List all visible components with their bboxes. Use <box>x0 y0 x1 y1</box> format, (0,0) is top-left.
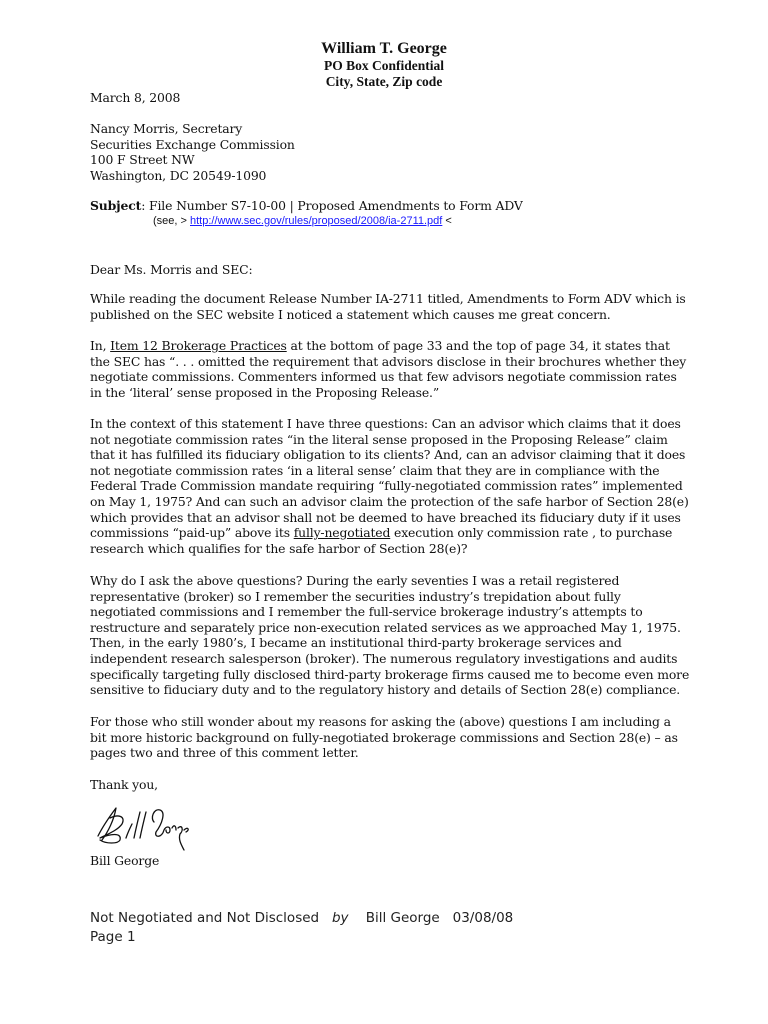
reference-line <box>153 215 452 227</box>
handwritten-signature <box>92 798 192 854</box>
subject-label: Subject <box>90 198 142 213</box>
paragraph-3-text-2: execution only commission rate , to purchase research which qualifies for the safe harbor of Section 28(e)? <box>90 525 673 556</box>
paragraph-2-prefix: In, <box>90 338 111 353</box>
recipient-line-4: Washington, DC 20549-1090 <box>90 167 267 183</box>
footer-line-1 <box>90 909 513 928</box>
sender-address-line-1: PO Box Confidential <box>323 58 444 73</box>
page-number: Page 1 <box>90 929 136 945</box>
paragraph-3 <box>90 416 690 556</box>
letterhead <box>0 40 768 90</box>
paragraph-2-text: at the bottom of page 33 and the top of page 34, it states that the SEC has “. . . omitted the requirement that advisors disclose in their brochures whether they negotiate commissions. Commenters informed us that few advisors negotiate commission rates in the ‘literal’ sense proposed in the Proposing Release.” <box>90 338 687 400</box>
recipient-line-1: Nancy Morris, Secretary <box>90 121 243 136</box>
recipient-line-3: 100 F Street NW <box>90 152 195 168</box>
footer-by: by <box>331 910 349 926</box>
footer-author: Bill George <box>365 910 440 926</box>
paragraph-2 <box>90 338 690 400</box>
paragraph-1: While reading the document Release Number IA-2711 titled, Amendments to Form ADV which is published on the SEC website I noticed a statement which causes me great concern. <box>90 291 686 322</box>
salutation: Dear Ms. Morris and SEC: <box>90 262 253 277</box>
paragraph-4: Why do I ask the above questions? During the early seventies I was a retail registered representative (broker) so I remember the securities industry’s trepidation about fully negotiated commissions and I remember the full-service brokerage industry’s attempts to restructure and separately price non-execution related services as we approached May 1, 1975. Then, in the early 1980’s, I became an institutional third-party brokerage services and independent research salesperson (broker). The numerous regulatory investigations and audits specifically targeting fully disclosed third-party brokerage firms caused me to become even more sensitive to fiduciary duty and to the regulatory history and details of Section 28(e) compliance. <box>90 573 690 698</box>
release-link[interactable]: http://www.sec.gov/rules/proposed/2008/ia-2711.pdf <box>190 215 443 227</box>
paragraph-5: For those who still wonder about my reasons for asking the (above) questions I am including a bit more historic background on fully-negotiated brokerage commissions and Section 28(e) – as pages two and three of this comment letter. <box>90 714 678 761</box>
reference-suffix: < <box>442 215 452 227</box>
footer-date: 03/08/08 <box>452 910 514 926</box>
sender-name: William T. George <box>321 40 447 57</box>
recipient-line-2: Securities Exchange Commission <box>90 136 295 152</box>
signer-name: Bill George <box>90 853 160 868</box>
item-12-reference: Item 12 Brokerage Practices <box>110 338 287 353</box>
sender-address-line-2: City, State, Zip code <box>325 74 443 89</box>
subject-text: : File Number S7-10-00 | Proposed Amendments to Form ADV <box>141 198 523 213</box>
page-footer <box>90 909 513 947</box>
reference-prefix: (see, > <box>153 215 190 227</box>
letter-date: March 8, 2008 <box>90 90 181 105</box>
fully-negotiated-underline: fully-negotiated <box>293 525 391 541</box>
closing: Thank you, <box>90 777 158 792</box>
paragraph-3-text-1: In the context of this statement I have three questions: Can an advisor which claims that it does not negotiate commission rates “in the literal sense proposed in the Proposing Release” claim that it has fulfilled its fiduciary obligation to its clients? And, can an advisor claiming that it does not negotiate commission rates ‘in a literal sense’ claim that they are in compliance with the Federal Trade Commission mandate requiring “fully-negotiated commission rates” implemented on May 1, 1975? And can such an advisor claim the protection of the safe harbor of Section 28(e) which provides that an advisor shall not be deemed to have breached its fiduciary duty if it uses commissions “paid-up” above its <box>90 416 689 541</box>
subject-line <box>90 198 690 214</box>
recipient-address <box>90 121 690 183</box>
footer-title: Not Negotiated and Not Disclosed <box>90 910 320 926</box>
